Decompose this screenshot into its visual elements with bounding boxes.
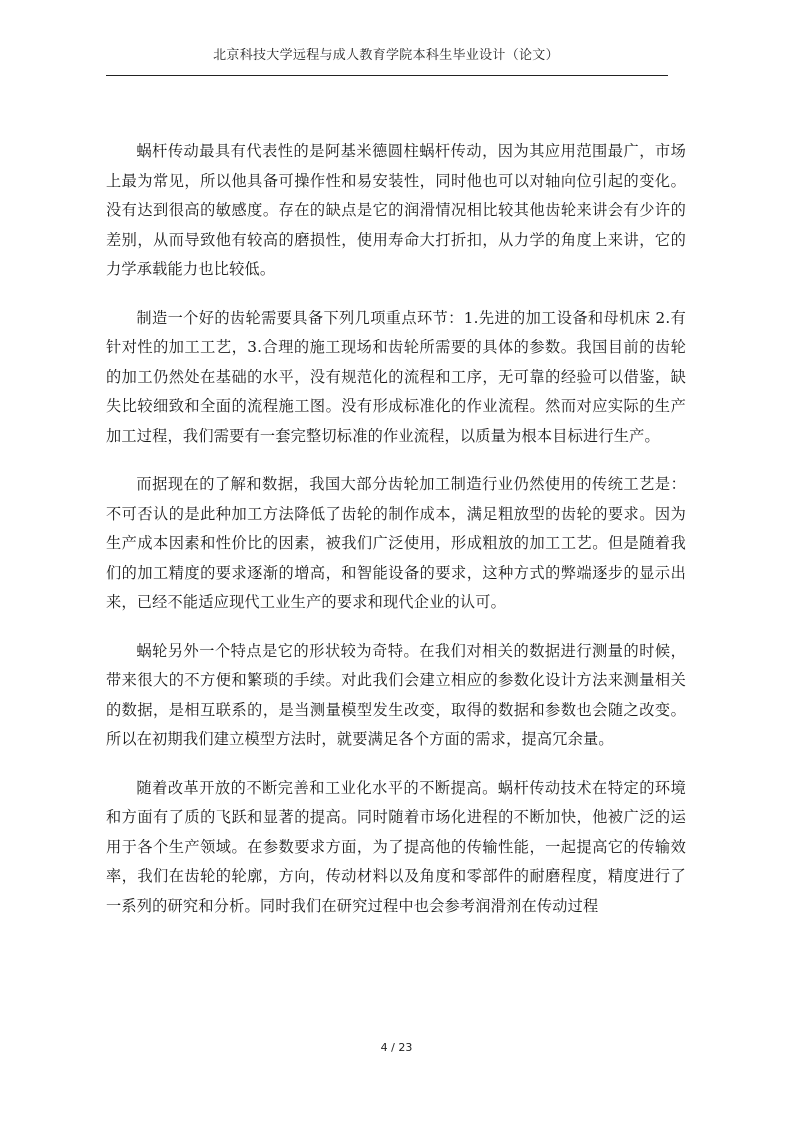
paragraph-1: 蜗杆传动最具有代表性的是阿基米德圆柱蜗杆传动，因为其应用范围最广，市场上最为常见，所以他具备可操作性和易安装性，同时他也可以对轴向位引起的变化。没有达到很高的敏感度。存在的缺点是它的润滑情况相比较其他齿轮来讲会有少许的差别，从而导致他有较高的磨损性，使用寿命大打折扣，从力学的角度上来讲，它的力学承载能力也比较低。 [106,142,686,278]
document-body [106,137,686,940]
paragraph-4: 蜗轮另外一个特点是它的形状较为奇特。在我们对相关的数据进行测量的时候，带来很大的不方便和繁琐的手续。对此我们会建立相应的参数化设计方法来测量相关的数据，是相互联系的，是当测量模型发生改变，取得的数据和参数也会随之改变。所以在初期我们建立模型方法时，就要满足各个方面的需求，提高冗余量。 [106,641,686,748]
page-header: 北京科技大学远程与成人教育学院本科生毕业设计（论文） [213,48,559,63]
paragraph-2: 制造一个好的齿轮需要具备下列几项重点环节：1.先进的加工设备和母机床 2.有针对性的加工工艺，3.合理的施工现场和齿轮所需要的具体的参数。我国目前的齿轮的加工仍然处在基础的水平，没有规范化的流程和工序，无可靠的经验可以借鉴，缺失比较细致和全面的流程施工图。没有形成标准化的作业流程。然而对应实际的生产加工过程，我们需要有一套完整切标准的作业流程，以质量为根本目标进行生产。 [106,308,686,445]
paragraph-3: 而据现在的了解和数据，我国大部分齿轮加工制造行业仍然使用的传统工艺是：不可否认的是此种加工方法降低了齿轮的制作成本，满足粗放型的齿轮的要求。因为生产成本因素和性价比的因素，被我们广泛使用，形成粗放的加工工艺。但是随着我们的加工精度的要求逐渐的增高，和智能设备的要求，这种方式的弊端逐步的显示出来，已经不能适应现代工业生产的要求和现代企业的认可。 [106,475,686,611]
page-number: 4 / 23 [380,1041,413,1054]
paragraph-5: 随着改革开放的不断完善和工业化水平的不断提高。蜗杆传动技术在特定的环境和方面有了质的飞跃和显著的提高。同时随着市场化进程的不断加快，他被广泛的运用于各个生产领域。在参数要求方面，为了提高他的传输性能，一起提高它的传输效率，我们在齿轮的轮廓，方向，传动材料以及角度和零部件的耐磨程度，精度进行了一系列的研究和分析。同时我们在研究过程中也会参考润滑剂在传动过程 [106,778,686,915]
header-divider [106,75,668,76]
